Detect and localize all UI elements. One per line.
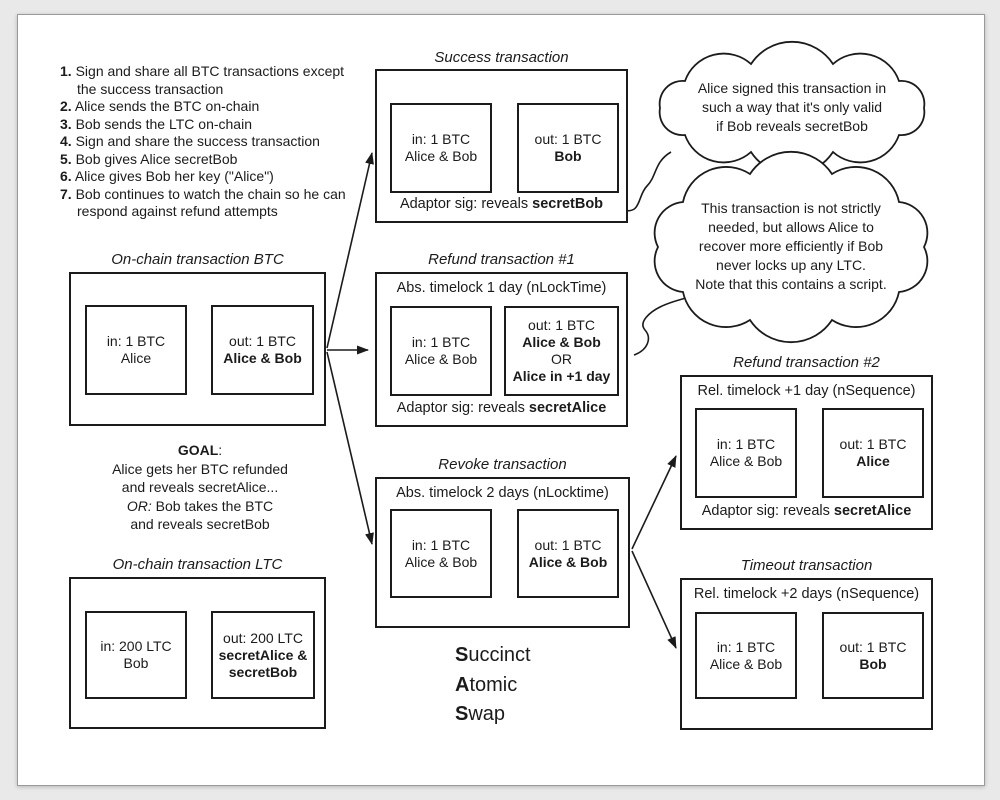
- refund1-output-box: [504, 306, 619, 396]
- input-party: Bob: [123, 655, 149, 671]
- step-6: [60, 168, 358, 186]
- step-1: [60, 63, 358, 98]
- success-tx-box: [375, 69, 628, 223]
- output-line: out: 1 BTC: [839, 436, 907, 452]
- bubble-line: recover more efficiently if Bob: [698, 238, 884, 254]
- output-party: Alice & Bob: [223, 350, 302, 366]
- thought-bubble-2-text: [661, 199, 921, 294]
- step-text: Bob sends the LTC on-chain: [75, 115, 252, 132]
- title-word: [455, 641, 531, 671]
- step-number: 6.: [60, 168, 72, 184]
- ltc-output-box: [211, 611, 315, 699]
- goal-line: Alice gets her BTC refunded: [112, 460, 288, 477]
- bubble2-tail-squiggle: [634, 297, 690, 355]
- step-text: Bob continues to watch the chain so he can respond against refund attempts: [75, 185, 346, 219]
- success-output-box: [517, 103, 619, 193]
- goal-note: [75, 441, 325, 534]
- timeout-output-box: [822, 612, 924, 699]
- refund1-timelock: Abs. timelock 1 day (nLockTime): [396, 280, 607, 296]
- goal-line: [75, 497, 325, 516]
- adaptor-sig-prefix: Adaptor sig: reveals: [399, 196, 533, 212]
- step-text: Sign and share all BTC transactions except the success transaction: [75, 63, 345, 97]
- input-line: in: 1 BTC: [411, 131, 471, 147]
- output-party: secretAlice &: [218, 646, 308, 663]
- success-adaptor-sig: [377, 196, 626, 212]
- refund2-adaptor-sig: [682, 503, 931, 519]
- output-line: out: 1 BTC: [528, 317, 595, 333]
- adaptor-sig-secret: secretBob: [532, 196, 604, 212]
- bubble-line: Alice signed this transaction in: [697, 80, 887, 96]
- title-rest: uccinct: [468, 644, 531, 666]
- success-input-box: [390, 103, 492, 193]
- input-party: Alice & Bob: [709, 453, 783, 469]
- title-word: [455, 700, 531, 730]
- step-5: [60, 151, 358, 169]
- ltc-onchain-box: [69, 577, 326, 729]
- input-line: in: 200 LTC: [100, 638, 172, 654]
- success-tx-title: Success transaction: [434, 49, 569, 66]
- output-or: OR: [551, 351, 572, 367]
- step-number: 2.: [60, 98, 72, 114]
- input-line: in: 1 BTC: [716, 436, 776, 452]
- step-text: Bob gives Alice secretBob: [75, 150, 238, 167]
- step-7: [60, 186, 358, 221]
- input-line: in: 1 BTC: [411, 536, 471, 553]
- bubble-line: needed, but allows Alice to: [708, 219, 874, 235]
- diagram-title: [455, 641, 531, 730]
- title-word: [455, 671, 531, 701]
- step-number: 3.: [60, 115, 72, 132]
- refund1-tx-title: Refund transaction #1: [428, 251, 575, 268]
- output-party: Bob: [554, 148, 582, 164]
- goal-label: GOAL: [177, 442, 219, 458]
- revoke-output-box: [517, 509, 619, 598]
- bubble-line: such a way that it's only valid: [701, 99, 883, 115]
- output-line: out: 1 BTC: [534, 536, 602, 553]
- input-party: Alice & Bob: [404, 553, 478, 570]
- output-party: secretBob: [228, 663, 298, 680]
- refund1-tx-box: [375, 272, 628, 427]
- adaptor-sig-prefix: Adaptor sig: reveals: [701, 503, 834, 519]
- btc-output-box: [211, 305, 314, 395]
- btc-onchain-box: [69, 272, 326, 426]
- step-2: [60, 98, 358, 116]
- title-rest: tomic: [469, 673, 518, 696]
- arrow-revoke-to-refund2: [632, 456, 676, 549]
- step-number: 5.: [60, 150, 72, 167]
- refund1-adaptor-sig: [377, 400, 626, 416]
- title-initial: S: [455, 703, 469, 725]
- step-number: 4.: [60, 133, 72, 149]
- input-party: Alice & Bob: [709, 655, 783, 672]
- refund1-input-box: [390, 306, 492, 396]
- refund2-input-box: [695, 408, 797, 498]
- step-text: Sign and share the success transaction: [75, 133, 320, 149]
- title-rest: wap: [468, 703, 506, 725]
- timeout-tx-title: Timeout transaction: [740, 557, 873, 574]
- goal-or-rest: Bob takes the BTC: [151, 497, 274, 514]
- step-number: 7.: [60, 185, 72, 202]
- output-party: Alice & Bob: [522, 334, 601, 350]
- refund2-output-box: [822, 408, 924, 498]
- input-party: Alice: [120, 350, 152, 366]
- bubble-line: never locks up any LTC.: [716, 257, 866, 273]
- timeout-timelock: Rel. timelock +2 days (nSequence): [693, 586, 920, 602]
- output-party: Alice: [856, 453, 890, 469]
- thought-bubble-1-text: [662, 79, 922, 136]
- bubble-line: This transaction is not strictly: [701, 200, 881, 216]
- title-initial: S: [455, 644, 469, 666]
- input-line: in: 1 BTC: [716, 638, 776, 655]
- refund2-tx-box: [680, 375, 933, 530]
- adaptor-sig-secret: secretAlice: [528, 400, 607, 416]
- timeout-tx-box: [680, 578, 933, 730]
- step-number: 1.: [60, 63, 72, 79]
- adaptor-sig-prefix: Adaptor sig: reveals: [396, 400, 529, 416]
- input-line: in: 1 BTC: [411, 334, 471, 350]
- btc-onchain-title: On-chain transaction BTC: [111, 251, 284, 268]
- step-4: [60, 133, 358, 151]
- revoke-tx-title: Revoke transaction: [438, 456, 567, 473]
- output-party: Alice & Bob: [528, 553, 608, 570]
- goal-colon: :: [218, 442, 223, 458]
- input-party: Alice & Bob: [404, 351, 478, 367]
- revoke-input-box: [390, 509, 492, 598]
- ltc-onchain-title: On-chain transaction LTC: [112, 556, 283, 573]
- output-alt: Alice in +1 day: [512, 368, 611, 384]
- adaptor-sig-secret: secretAlice: [833, 503, 912, 519]
- goal-heading: [75, 441, 325, 460]
- arrow-btc-to-revoke: [327, 352, 372, 544]
- timeout-input-box: [695, 612, 797, 699]
- goal-or: OR:: [126, 497, 152, 514]
- refund2-timelock: Rel. timelock +1 day (nSequence): [697, 383, 916, 399]
- goal-line: and reveals secretBob: [130, 516, 270, 532]
- protocol-steps: [60, 63, 358, 221]
- goal-line: and reveals secretAlice...: [121, 479, 279, 495]
- output-line: out: 200 LTC: [223, 629, 303, 646]
- input-party: Alice & Bob: [404, 148, 478, 164]
- bubble-line: Note that this contains a script.: [695, 276, 887, 292]
- ltc-input-box: [85, 611, 187, 699]
- title-initial: A: [455, 673, 470, 696]
- input-line: in: 1 BTC: [106, 333, 166, 349]
- output-line: out: 1 BTC: [839, 638, 907, 655]
- refund2-tx-title: Refund transaction #2: [733, 354, 880, 371]
- btc-input-box: [85, 305, 187, 395]
- bubble-line: if Bob reveals secretBob: [716, 118, 868, 134]
- step-3: [60, 116, 358, 134]
- output-line: out: 1 BTC: [534, 131, 602, 147]
- step-text: Alice gives Bob her key ("Alice"): [74, 168, 274, 184]
- step-text: Alice sends the BTC on-chain: [74, 98, 260, 114]
- revoke-tx-box: [375, 477, 630, 628]
- output-party: Bob: [859, 655, 887, 672]
- arrow-revoke-to-timeout: [632, 551, 676, 648]
- revoke-timelock: Abs. timelock 2 days (nLocktime): [396, 485, 609, 501]
- output-line: out: 1 BTC: [229, 333, 296, 349]
